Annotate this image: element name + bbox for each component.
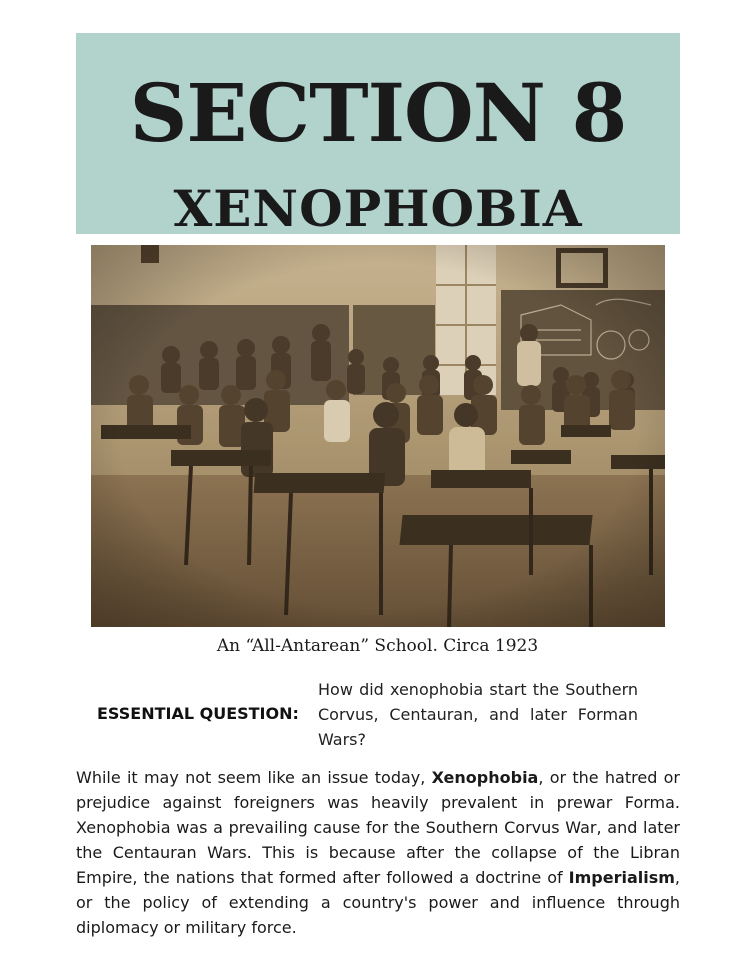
essential-question-text: How did xenophobia start the Southern Corvus, Centauran, and later Forman Wars?: [318, 680, 638, 749]
essential-question-label: ESSENTIAL QUESTION:: [97, 704, 299, 723]
section-header: [76, 33, 680, 238]
section-subtitle: XENOPHOBIA: [173, 179, 583, 238]
photo-caption: An “All-Antarean” School. Circa 1923: [216, 636, 539, 656]
body-text-3: , or the policy of extending a country's power and influence through diplomacy or military force.: [76, 868, 680, 937]
section-title: SECTION 8: [129, 66, 627, 160]
body-text-2: , or the hatred or prejudice against foreigners was heavily prevalent in prewar Forma. Xenophobia was a prevailing cause for the Southern Corvus War, and later the Centauran Wars. This is because after the collapse of the Libran Empire, the nations that formed after followed a doctrine of: [76, 768, 680, 887]
body-text-1: While it may not seem like an issue today,: [76, 768, 432, 787]
term-imperialism: Imperialism: [568, 868, 675, 887]
body-paragraph: [76, 765, 680, 940]
classroom-photo: [91, 245, 665, 627]
term-xenophobia: Xenophobia: [431, 768, 539, 787]
